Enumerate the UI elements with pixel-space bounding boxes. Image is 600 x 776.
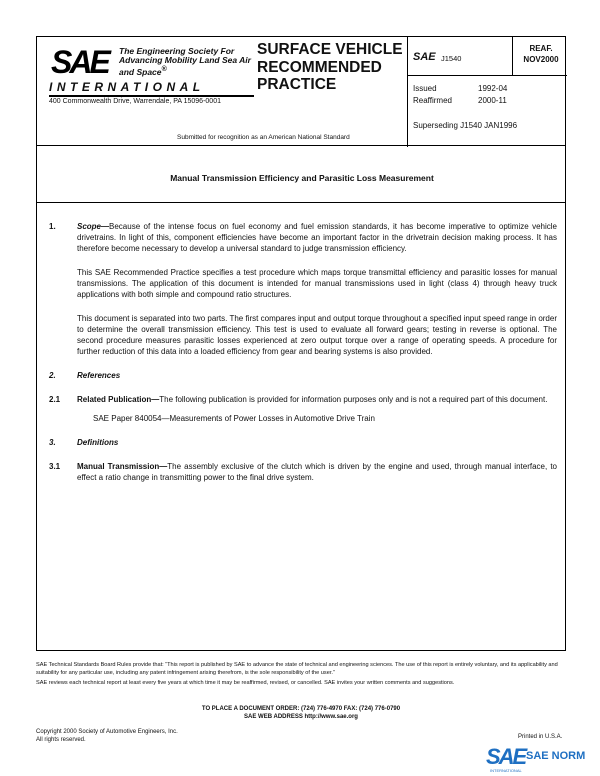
section-3 bbox=[49, 437, 557, 448]
order-line: TO PLACE A DOCUMENT ORDER: (724) 776-4970 FAX: (724) 776-0790 bbox=[201, 706, 401, 712]
international-label: INTERNATIONAL bbox=[49, 80, 205, 94]
section-heading: Scope bbox=[77, 222, 102, 231]
section-number: 1. bbox=[49, 222, 56, 231]
watermark-subtext: INTERNATIONAL bbox=[490, 768, 522, 773]
header-divider bbox=[407, 75, 567, 76]
section-heading: References bbox=[77, 371, 121, 380]
header-rule bbox=[49, 95, 254, 97]
footer-note: SAE Technical Standards Board Rules provide that: “This report is published by SAE to advance the state of technical and engineering sciences. The use of this report is entirely voluntary, and its applicability and suitability for any particular use, including any patent infringement arising therefrom, is the sole responsibility of the user.” bbox=[36, 662, 558, 676]
document-id: J1540 bbox=[441, 54, 462, 63]
footer-notes bbox=[36, 662, 566, 691]
paragraph: Scope—Because of the intense focus on fuel economy and fuel emission standards, it has become imperative to optimize vehicle drivetrains. In light of this, component efficiencies have become an important factor in the drivetrain decision making process. It has therefore become necessary to develop a universal standard to judge transmission efficiency. bbox=[77, 222, 557, 253]
reaffirmed-label: Reaffirmed bbox=[413, 96, 452, 105]
document-type: SURFACE VEHICLE RECOMMENDED PRACTICE bbox=[257, 41, 403, 93]
paragraph: This document is separated into two parts. The first compares input and output torque throughout a specified input speed range in order to determine the overall transmission efficiency. This test is used to evaluate all forward gears; testing in reverse is optional. The second procedure measures parasitic losses experienced at zero output torque over a range of operating speeds. A procedure for further reduction of this data into a loaded efficiency from gear and bearing systems is also provided. bbox=[77, 314, 557, 356]
copyright: Copyright 2000 Society of Automotive Engineers, Inc. All rights reserved. bbox=[36, 729, 178, 743]
reaf-label: REAF. bbox=[529, 44, 553, 53]
footer-note: SAE reviews each technical report at least every five years at which time it may be reaffirmed, revised, or cancelled. SAE invites your written comments and suggestions. bbox=[36, 680, 455, 686]
sae-norm-watermark bbox=[486, 744, 596, 774]
section-2 bbox=[49, 370, 557, 381]
sae-logo bbox=[51, 45, 111, 79]
section-heading: Related Publication bbox=[77, 395, 152, 404]
order-info bbox=[36, 705, 566, 721]
section-3-1: 3.1 Manual Transmission—The assembly exclusive of the clutch which is driven by the engine and used, through manual interface, to effect a ratio change in transmitting power to the final drive system. bbox=[49, 462, 558, 482]
section-number: 3. bbox=[49, 438, 56, 447]
document-title: Manual Transmission Efficiency and Parasitic Loss Measurement bbox=[170, 173, 434, 183]
document-body bbox=[36, 203, 566, 651]
sae-logo-text: SAE bbox=[51, 44, 108, 80]
reference-item: SAE Paper 840054—Measurements of Power Losses in Automotive Drive Train bbox=[93, 414, 375, 423]
header-divider bbox=[512, 37, 513, 75]
document-header bbox=[36, 36, 566, 146]
section-number: 2. bbox=[49, 371, 56, 380]
printed-in: Printed in U.S.A. bbox=[518, 734, 563, 740]
web-address: SAE WEB ADDRESS http://www.sae.org bbox=[244, 714, 358, 720]
section-1 bbox=[49, 221, 557, 357]
reaf-date: NOV2000 bbox=[523, 55, 559, 64]
section-number: 2.1 bbox=[49, 395, 61, 404]
header-divider bbox=[407, 37, 408, 147]
document-content bbox=[49, 221, 557, 496]
issue-dates bbox=[413, 83, 507, 107]
watermark-text: SAE NORM bbox=[526, 750, 586, 762]
paragraph: This SAE Recommended Practice specifies a test procedure which maps torque transmittal efficiency and parasitic losses for manual transmissions. The application of this document is intended for manual transmissions used in light (class 4) through heavy truck applications with both simple and compound ratio structures. bbox=[77, 268, 557, 299]
title-box bbox=[36, 146, 566, 203]
section-number: 3.1 bbox=[49, 462, 61, 471]
sae-address: 400 Commonwealth Drive, Warrendale, PA 15096-0001 bbox=[49, 98, 221, 105]
section-heading: Definitions bbox=[77, 438, 119, 447]
sae-tagline: The Engineering Society For Advancing Mobility Land Sea Air and Space® bbox=[119, 46, 251, 77]
issued-value: 1992-04 bbox=[478, 84, 508, 93]
reaffirmed-value: 2000-11 bbox=[478, 96, 507, 105]
section-2-1: 2.1 Related Publication—The following publication is provided for information purposes only and is not a required part of this document. bbox=[49, 395, 548, 404]
watermark-logo-icon: SAE bbox=[486, 744, 526, 769]
superseding-note: Superseding J1540 JAN1996 bbox=[413, 121, 518, 130]
doc-id-logo: SAE bbox=[413, 51, 436, 63]
reaffirmation-block bbox=[515, 43, 567, 65]
issued-label: Issued bbox=[413, 84, 437, 93]
submitted-note: Submitted for recognition as an American National Standard bbox=[177, 134, 350, 141]
section-heading: Manual Transmission bbox=[77, 462, 160, 471]
